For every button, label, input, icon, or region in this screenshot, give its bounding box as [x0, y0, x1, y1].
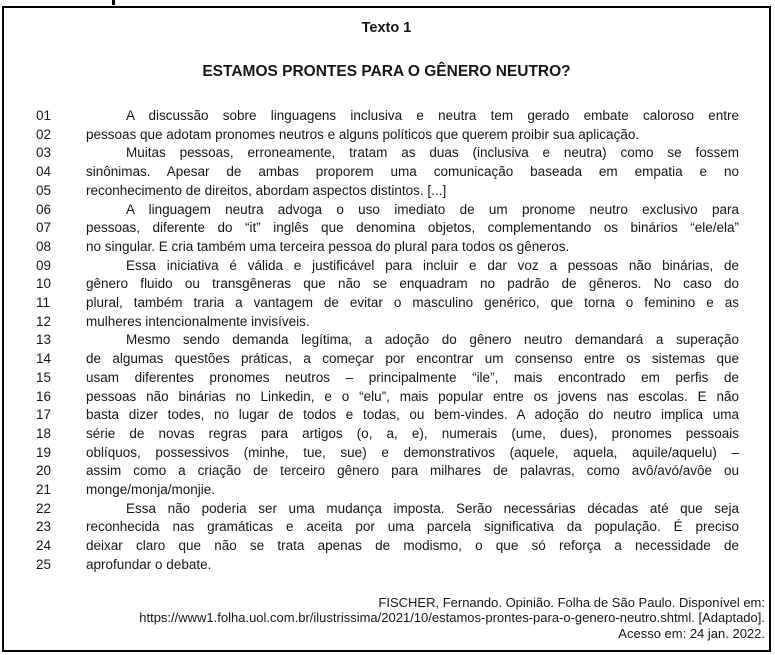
line-number: 25 — [36, 556, 52, 572]
line-number: 10 — [36, 276, 52, 292]
line-text: pessoas que adotam pronomes neutros e alguns políticos que querem proibir sua aplicação. — [86, 126, 640, 142]
text-line — [36, 275, 739, 294]
line-text: usam diferentes pronomes neutros – principalmente “ile”, mais encontrado em perfis de — [86, 369, 739, 385]
text-line — [36, 425, 739, 444]
text-line — [36, 294, 739, 313]
line-text: no singular. E cria também uma terceira pessoa do plural para todos os gêneros. — [86, 238, 570, 254]
line-number: 02 — [36, 126, 52, 142]
line-number: 09 — [36, 257, 52, 273]
line-number: 23 — [36, 519, 52, 535]
line-text: pessoas não binárias no Linkedin, e o “elu”, mais popular entre os jovens nas escolas. E não — [86, 388, 739, 404]
line-text: reconhecimento de direitos, abordam aspectos distintos. [...] — [86, 182, 447, 198]
citation-line-url: https://www1.folha.uol.com.br/ilustrissima/2021/10/estamos-prontes-para-o-genero-neutro.shtml. [Adaptado]. — [139, 610, 765, 626]
text-line — [36, 107, 739, 126]
line-number: 24 — [36, 538, 52, 554]
line-text: gênero fluido ou transgêneras que não se enquadram no padrão de gêneros. No caso do — [86, 276, 739, 292]
text-line — [36, 481, 739, 500]
line-text: A linguagem neutra advoga o uso imediato de um pronome neutro exclusivo para — [126, 201, 739, 217]
line-text: oblíquos, possessivos (minhe, tue, sue) e demonstrativos (aquele, aquela, aquile/aquelu) – — [86, 444, 739, 460]
text-line — [36, 219, 739, 238]
line-text: deixar claro que não se trata apenas de modismo, o que só reforça a necessidade de — [86, 538, 739, 554]
text-line — [36, 350, 739, 369]
line-number: 05 — [36, 182, 52, 198]
line-number: 18 — [36, 425, 52, 441]
line-number: 17 — [36, 407, 52, 423]
line-text: sinônimas. Apesar de ambas proporem uma comunicação baseada em empatia e no — [86, 164, 739, 180]
text-line — [36, 444, 739, 463]
line-text: Muitas pessoas, erroneamente, tratam as duas (inclusiva e neutra) como se fossem — [126, 145, 739, 161]
text-line — [36, 537, 739, 556]
line-number: 08 — [36, 238, 52, 254]
text-line — [36, 238, 739, 257]
top-tick-mark — [112, 0, 115, 5]
text-line — [36, 500, 739, 519]
text-line — [36, 556, 739, 575]
text-line — [36, 518, 739, 537]
text-body — [4, 107, 769, 575]
citation — [4, 595, 769, 642]
line-number: 07 — [36, 220, 52, 236]
line-number: 22 — [36, 500, 52, 516]
citation-line-author: FISCHER, Fernando. Opinião. Folha de São Paulo. Disponível em: — [378, 594, 765, 610]
text-line — [36, 313, 739, 332]
document-heading: ESTAMOS PRONTES PARA O GÊNERO NEUTRO? — [202, 63, 571, 80]
text-line — [36, 331, 739, 350]
line-text: série de novas regras para artigos (o, a, e), numerais (ume, dues), pronomes pessoais — [86, 425, 739, 441]
line-text: monge/monja/monjie. — [86, 482, 216, 498]
line-text: A discussão sobre linguagens inclusiva e neutra tem gerado embate caloroso entre — [126, 108, 739, 123]
text-line — [36, 406, 739, 425]
line-number: 04 — [36, 164, 52, 180]
line-number: 11 — [36, 295, 51, 311]
line-number: 14 — [36, 351, 52, 367]
text-line — [36, 182, 739, 201]
text-line — [36, 369, 739, 388]
text-line — [36, 388, 739, 407]
line-text: de algumas questões práticas, a começar por encontrar um consenso entre os sistemas que — [86, 351, 739, 367]
page-title: Texto 1 — [361, 20, 412, 36]
document-frame — [2, 6, 771, 652]
citation-line-access-date: Acesso em: 24 jan. 2022. — [618, 625, 765, 641]
line-number: 15 — [36, 369, 52, 385]
line-text: pessoas, diferente do “it” inglês que denomina objetos, complementando os binários “ele/ela” — [86, 220, 739, 236]
text-line — [36, 144, 739, 163]
line-number: 13 — [36, 332, 52, 348]
text-line — [36, 257, 739, 276]
line-number: 03 — [36, 145, 52, 161]
text-line — [36, 126, 739, 145]
text-line — [36, 462, 739, 481]
line-text: plural, também traria a vantagem de evitar o masculino genérico, que torna o feminino e as — [86, 295, 739, 311]
line-number: 20 — [36, 463, 52, 479]
line-number: 19 — [36, 444, 52, 460]
line-number: 01 — [36, 108, 52, 123]
text-line — [36, 163, 739, 182]
line-number: 21 — [36, 482, 52, 498]
line-text: Essa não poderia ser uma mudança imposta. Serão necessárias décadas até que seja — [126, 500, 739, 516]
line-text: reconhecida nas gramáticas e aceita por uma parcela significativa da população. É preciso — [86, 519, 739, 535]
line-number: 16 — [36, 388, 52, 404]
line-text: mulheres intencionalmente invisíveis. — [86, 313, 310, 329]
line-text: Mesmo sendo demanda legítima, a adoção do gênero neutro demandará a superação — [126, 332, 739, 348]
line-number: 12 — [36, 313, 52, 329]
line-text: Essa iniciativa é válida e justificável para incluir e dar voz a pessoas não binárias, de — [126, 257, 739, 273]
text-line — [36, 201, 739, 220]
line-number: 06 — [36, 201, 52, 217]
line-text: aprofundar o debate. — [86, 556, 212, 572]
line-text: assim como a criação de terceiro gênero para milhares de palavras, como avô/avó/avôe ou — [86, 463, 739, 479]
line-text: basta dizer todes, no lugar de todos e todas, ou bem-vindes. A adoção do neutro implica uma — [86, 407, 739, 423]
